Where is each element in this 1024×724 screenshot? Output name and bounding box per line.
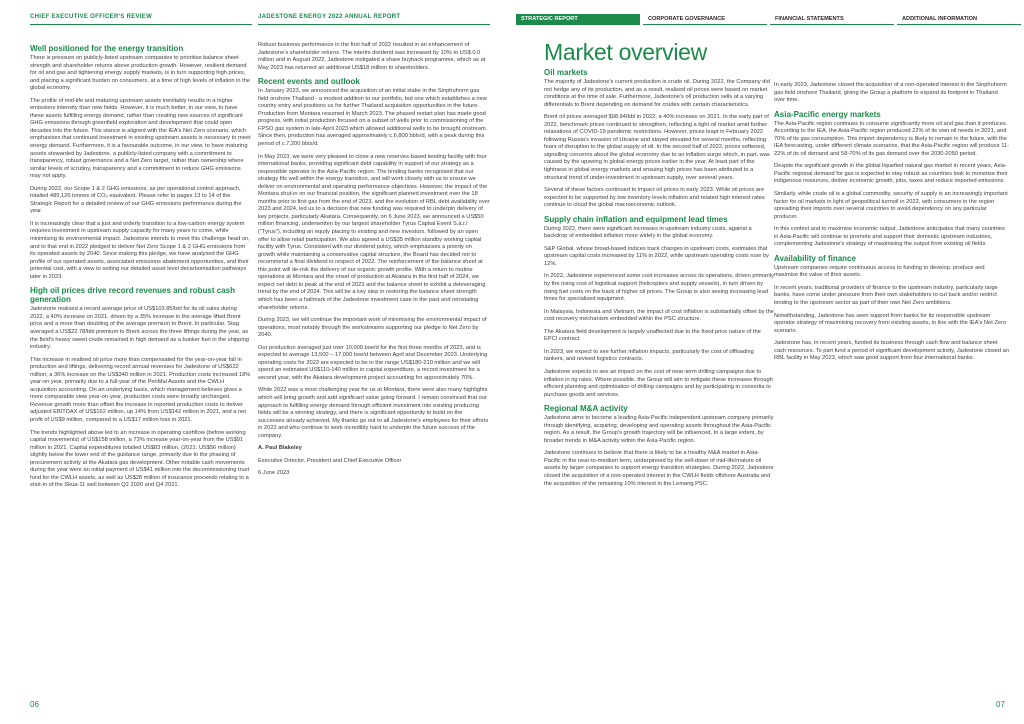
signatory-name: A. Paul Blakeley bbox=[258, 445, 302, 452]
body-paragraph: Despite the significant growth in the global liquefied natural gas market in recent years, Asia-Pacific regional demand for gas is expected to stay robust as countries look to monetise their indigenous resources, deliver economic growth, jobs, taxes and reduce imported emissions. bbox=[774, 163, 1008, 185]
body-paragraph: The Akatara field development is largely unaffected due to the fixed price nature of the EPCI contract. bbox=[544, 328, 761, 343]
section-heading: Oil markets bbox=[544, 68, 588, 77]
tab-strategic-report[interactable]: STRATEGIC REPORT bbox=[516, 14, 640, 25]
body-paragraph: This increase in realised oil price more than compensated for the year-on-year fall in production and liftings, delivering record annual revenues for Jadestone of US$622 million, a 36% increase on the US$340 million in 2021. Production costs increased 18% year-on year, primarily due to a full-year of the PenMal Assets and the CWLH acquisition accounting. On an underlying basis, which management believes gives a more comparable view year-on-year, production costs were broadly unchanged. Revenue growth more than offset the increase in reported production costs to deliver adjusted EBITDAX of US$162 million, up 14% from US$142 million in 2021, and a net profit of US$9 million, compared to a US$17 million loss in 2021. bbox=[30, 356, 251, 423]
body-paragraph: During 2022, there were significant increases in upstream industry costs, against a backdrop of embedded inflation more widely in the global economy. bbox=[544, 225, 752, 240]
right-column-1-wrap bbox=[544, 40, 774, 493]
body-paragraph: The profile of mid-life and maturing upstream assets inevitably results in a higher emissions intensity than new fields. However, it is much better, in our view, to have these assets fulfilling energy demand, rather than creating new sources of significant GHG emissions through greenfield exploration and development that could open decades into the future. This stance is aligned with the IEA's Net Zero scenario, which emphasises that continued investment in existing upstream assets is necessary to meet energy demand. Furthermore, it is a favourable outcome, in our view, to have maturing assets stewarded by Jadestone, a publicly-listed company with a commitment to transparency, robust governance and a Net Zero target, rather than ownership where similar levels of scrutiny, transparency and a commitment to reduce GHG emissions may not apply. bbox=[30, 97, 251, 180]
section-heading: Availability of finance bbox=[774, 253, 856, 263]
page-number: 07 bbox=[996, 700, 1005, 709]
body-paragraph: The trends highlighted above led to an increase in operating cashflow (before working capital movements) of US$158 million, a 73% increase year-on-year from the US$91 million in 2021. Capital expenditures totalled US$83 million, (2021: US$56 million) slightly below the lower end of the guidance range, primarily due to the phasing of procurement activity at the Akatara gas development. Other notable cash movements during the year were an initial payment of US$41 million into the decommissioning trust fund for the CWLH assets, as well as US$28 million of insurance proceeds relating to a shut-in of the Skua-11 well between Q2 2020 and Q4 2021. bbox=[30, 429, 250, 489]
body-paragraph: In 2023, we expect to see further inflation impacts, particularly the cost of offloading tankers, and revised logistics contracts. bbox=[544, 348, 754, 363]
body-paragraph: Jadestone realised a record average price of US$103.85/bbl for its oil sales during 2022, a 40% increase on 2021, driven by a 35% increase in the average lifted Brent price and a more than doubling of the average premium to Brent. In particular, Stag averaged a US$22.78/bbl premium to Brent across the three liftings during the year, as the field's heavy sweet crude remained in high demand as a bunker fuel in the shipping industry. bbox=[30, 306, 249, 351]
section-heading: Asia-Pacific energy markets bbox=[774, 109, 881, 119]
body-paragraph: In May 2023, we were very pleased to close a new reserves-based lending facility with four international banks, providing significant debt capability in support of our strategy as a responsible operator in the Asia-Pacific region. The lending banks recognised that our strategy fits well within the energy transition, and will work closely with us to ensure we deliver on environmental and operating performance objectives. However, the impact of the Montara shut-in on our financial position, the significant planned investment over the 18 months prior to first gas from the end of 2023, and the evolution of RBL debt availability over 2023 and 2024, led us to a decision that new funding was required to underpin delivery of key projects, particularly Akatara. Consequently, on 6 June 2023, we announced a US$50 million financing, underwritten by our largest shareholder Tyrus Capital Event S.à.r.l ("Tyrus"), including an equity placing to existing and new investors, followed by an open offer to allow retail participation. We also agreed a US$35 million standby working capital facility with Tyrus. Consistent with our dividend policy, which emphasises a priority on growth while maintaining a conservative capital structure, the Board has decided not to recommend a final dividend in respect of 2022. The reinforcement of the balance sheet at this point will de-risk the delivery of our organic growth profile. With a return to routine operations at Montara and the onset of production at Akatara in the first half of 2024, we expect net debt to peak at the end of 2023 and the balance sheet to exhibit a deleveraging trend by the end of 2024. This will be a key step in restoring the balance sheet strength which has been a hallmark of the Jadestone investment case in the past and reinstating shareholder returns. bbox=[258, 153, 490, 311]
section-heading: High oil prices drive record revenues and robust cash generation bbox=[30, 286, 235, 305]
body-paragraph: In recent years, traditional providers of finance to the upstream industry, particularly large banks, have come under pressure from their own stakeholders to cut back and/or restrict lending to the upstream sector as part of their own Net Zero ambitions. bbox=[774, 284, 998, 307]
left-column-2 bbox=[258, 42, 490, 483]
right-column-2 bbox=[774, 82, 1010, 368]
section-header: CHIEF EXECUTIVE OFFICER'S REVIEW bbox=[30, 14, 153, 20]
right-column-1 bbox=[544, 68, 774, 488]
page-number: 06 bbox=[30, 700, 39, 709]
body-paragraph: Similarly, while crude oil is a global commodity, security of supply is an increasingly important factor for oil markets in light of geopolitical turmoil in 2022, with consumers in the region spreading their imports over several countries to avoid dependency on any particular producer. bbox=[774, 191, 1008, 220]
section-heading: Regional M&A activity bbox=[544, 404, 628, 414]
body-paragraph: Jadestone has, in recent years, funded its business through cash flow and balance sheet cash resources. To part fund a period of significant development activity, Jadestone closed an RBL facility in May 2023, which saw good support from four international banks. bbox=[774, 340, 1010, 362]
tab-additional-information[interactable]: ADDITIONAL INFORMATION bbox=[897, 14, 1021, 25]
body-paragraph: The Asia-Pacific region continues to consume significantly more oil and gas than it produces. According to the IEA, the Asia-Pacific region produced 22% of its own oil needs in 2021, and 70% of its gas consumption. This import dependency is likely to remain in the future, with the IEA forecasting, under different climate scenarios, that the Asia-Pacific region will produce 11-22% of its oil demand and 58-70% of its gas demand over the 2030-2050 period. bbox=[774, 120, 1009, 157]
tab-corporate-governance[interactable]: CORPORATE GOVERNANCE bbox=[643, 14, 767, 25]
body-paragraph: Jadestone aims to become a leading Asia-Pacific independent upstream company primarily through identifying, acquiring, developing and operating assets throughout the Asia-Pacific region. As a result, the Group's growth trajectory will be influenced, to a large extent, by broader trends in M&A activity within the Asia-Pacific region. bbox=[544, 415, 774, 444]
report-header: JADESTONE ENERGY 2022 ANNUAL REPORT bbox=[258, 14, 401, 20]
section-heading: Supply chain inflation and equipment lead times bbox=[544, 214, 728, 224]
body-paragraph: During 2023, we will continue the important work of minimising the environmental impact of operations, most notably through the workstreams supporting our pledge to Net Zero by 2040. bbox=[258, 317, 487, 339]
body-paragraph: Several of these factors continued to impact oil prices in early 2023. While oil prices are expected to be supported by low inventory levels inflation and related high interest rates continue to cloud the global macroeconomic outlook. bbox=[544, 187, 765, 209]
body-paragraph: 6 June 2023 bbox=[258, 470, 290, 477]
section-tabs bbox=[516, 14, 1024, 25]
body-paragraph: It is increasingly clear that a just and orderly transition to a low-carbon energy system requires investment in upstream supply capacity for many years to come, while minimising its environmental impact. Jadestone intends to meet this challenge head on, and to that end in 2022 pledged to deliver Net Zero Scope 1 & 2 GHG emissions from its operated assets by 2040. Since making this pledge, we have analysed the GHG profile of our operated assets, associated emissions abatement opportunities, and their potential cost, with a view to setting our detailed asset level decarbonisation pathways later in 2023. bbox=[30, 220, 250, 280]
body-paragraph: While 2022 was a most challenging year for us at Montara, there were also many highlights which will bring growth and add significant value going forward. I remain convinced that our approach to fulfilling energy demand through efficient investment into existing producing fields will be a winning strategy, and there is significant opportunity to build on the successes already achieved. My thanks go out to all Jadestone's employees for their efforts in 2022 and who continue to work incredibly hard to underpin the future success of the company. bbox=[258, 387, 489, 439]
body-paragraph: During 2022, our Scope 1 & 2 GHG emissions, as per operational control approach, totalled 489,126 tonnes of CO₂ equivalent. Please refer to pages 13 to 14 of the Strategic Report for a detailed review of our GHG emissions performance during the year. bbox=[30, 185, 242, 215]
body-paragraph: In January 2023, we announced the acquisition of an initial stake in the Sinphuhorm gas field onshore Thailand - a modest addition to our portfolio, but one which establishes a new country entry and positions us for further Thailand acquisition opportunities in the future. Production from Montara resumed in March 2023. The phased restart plan has made good progress, with initial production focused on a subset of wells prior to commissioning of the FPSO gas system in late-April 2023 which allowed additional wells to be brought onstream. Since then, production has averaged approximately c.6,800 bbls/d, with a peak during this period of c.7,200 bbls/d. bbox=[258, 88, 488, 148]
body-paragraph: Jadestone expects to see an impact on the cost of near-term drilling campaigns due to inflation in rig rates. Where possible, the Group will aim to mitigate these increases through efficient planning and optimisation of drilling campaigns and by participating in consortia to purchase goods and services. bbox=[544, 368, 773, 398]
body-paragraph: Jadestone continues to believe that there is likely to be a healthy M&A market in Asia-Pacific in the near-to-medium term, underpinned by the sell-down of mid-life/mature oil assets by larger companies to support energy transition strategies. During 2022, Jadestone closed the acquisition of a non-operated interest in the CWLH fields offshore Australia and the acquisition of the remaining 10% interest in the Lemang PSC. bbox=[544, 450, 774, 487]
body-paragraph: Our production averaged just over 10,000 boe/d for the first three months of 2023, and is expected to average 13,500 – 17,000 boe/d between April and December 2023. Underlying operating costs for 2023 are expected to be in the range US$180-210 million and we will spend an estimated US$110-140 million in capital expenditure, a record investment for a second year, with the Akatara development project accounting for approximately 70%. bbox=[258, 344, 488, 381]
body-paragraph: S&P Global, whose broad-based indices track changes in upstream costs, estimates that upstream capital costs increased by 11% in 2022, while upstream operating costs rose by 12%. bbox=[544, 245, 769, 267]
page-title: Market overview bbox=[544, 39, 707, 65]
header-rule bbox=[258, 24, 490, 25]
body-paragraph: There is pressure on publicly-listed upstream companies to prioritise balance sheet strength and shareholder returns above production growth. However, resilient demand for oil and gas and tightening energy supply markets, is in turn supporting high prices, and placing a significant burden on consumers, at a time of high levels of inflation in the global economy. bbox=[30, 55, 251, 92]
right-page bbox=[516, 0, 1024, 724]
body-paragraph: In this context and to maximise economic output, Jadestone anticipates that many countries in Asia-Pacific will continue to promote and support their domestic upstream industries, complementing Jadestone's strategy of maximising the output from existing oil fields. bbox=[774, 226, 1005, 248]
header-rule bbox=[30, 24, 252, 25]
body-paragraph: Executive Director, President and Chief Executive Officer bbox=[258, 457, 402, 464]
body-paragraph: In 2022, Jadestone experienced some cost increases across its operations, driven primarily by the rising cost of logistical support (helicopters and supply vessels), in turn driven by rising fuel costs on the back of higher oil prices. The Group is also seeing increasing lead times for specialised equipment. bbox=[544, 273, 774, 303]
body-paragraph: Brent oil prices averaged $98.94/bbl in 2022, a 40% increase on 2021. In the early part of 2022, benchmark prices continued to strengthen, reflecting a tight oil market amid further relaxations of COVID-19 pandemic restrictions. However, prices leapt in February 2022 following Russia's invasion of Ukraine and stayed elevated for several months, reflecting fears of disruption to the global supply of oil. In the second half of 2022, prices softened, signalling concerns about the global economy due to an inflation surge which, in part, was caused by the upswing in global energy prices earlier in the year. At least part of the tightness in global energy markets and ensuing high prices has been attributed to a structural trend of under-investment in upstream supply, over several years. bbox=[544, 114, 770, 181]
body-paragraph: In Malaysia, Indonesia and Vietnam, the impact of cost inflation is substantially offset by the cost recovery mechanism embedded within the PSC structure. bbox=[544, 308, 774, 323]
body-paragraph: Notwithstanding, Jadestone has seen support from banks for its responsible upstream operator strategy of maximising recovery from existing assets, in line with the IEA's Net Zero scenario. bbox=[774, 312, 1007, 334]
body-paragraph: Upstream companies require continuous access to funding to develop, produce and maximise the value of their assets. bbox=[774, 264, 985, 279]
tab-financial-statements[interactable]: FINANCIAL STATEMENTS bbox=[770, 14, 894, 25]
section-heading: Well positioned for the energy transition bbox=[30, 44, 184, 53]
body-paragraph: The majority of Jadestone's current production is crude oil. During 2022, the Company did not hedge any of its production, and as a result, realised oil prices were based on market conditions at the time of sale. Furthermore, Jadestone's oil production sells at a varying differentials to Brent depending on demand for crudes with certain characteristics. bbox=[544, 79, 770, 108]
body-paragraph: Robust business performance in the first half of 2022 resulted in an enhancement of Jadestone's shareholder returns. The interim dividend was increased by 10% to US$ 0.0 million and in August 2022, Jadestone instigated a share buyback programme, which as at May 2023 has returned an additional US$18 million to shareholders. bbox=[258, 42, 486, 71]
left-column-1 bbox=[30, 42, 252, 495]
section-heading: Recent events and outlook bbox=[258, 77, 360, 87]
left-page bbox=[0, 0, 508, 724]
body-paragraph: In early 2023, Jadestone closed the acquisition of a non-operated interest in the Sinphuhorm gas field onshore Thailand, giving the Group a platform to expand its footprint in Thailand over time. bbox=[774, 82, 1007, 104]
